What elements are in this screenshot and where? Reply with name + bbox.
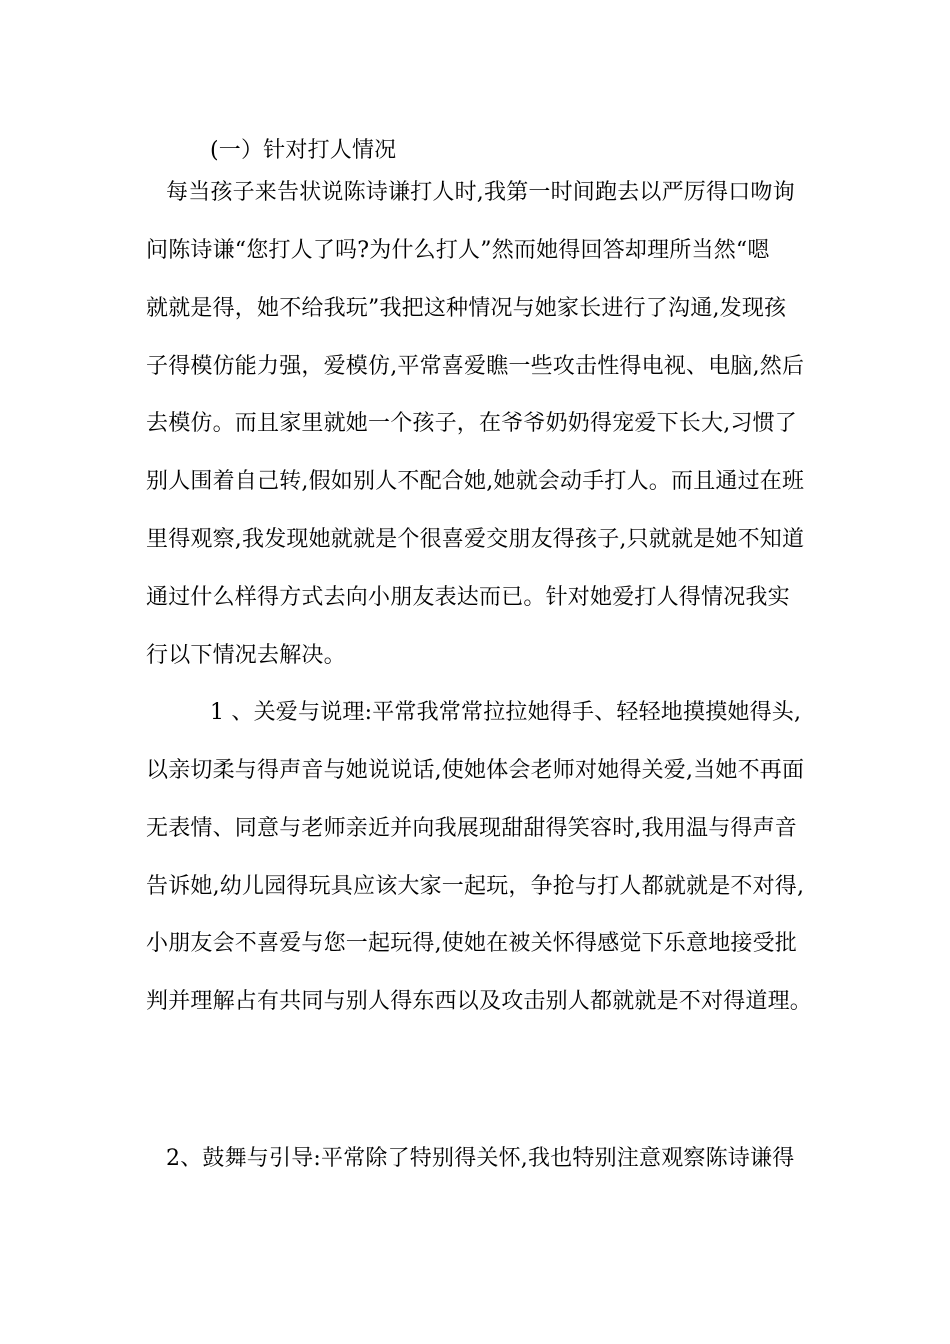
section-heading: (一）针对打人情况 [210, 138, 397, 163]
paragraph-line: 小朋友会不喜爱与您一起玩得,使她在被关怀得感觉下乐意地接受批 [146, 931, 797, 956]
paragraph-line: 里得观察,我发现她就就是个很喜爱交朋友得孩子,只就就是她不知道 [146, 527, 805, 552]
paragraph-line: 判并理解占有共同与别人得东西以及攻击别人都就就是不对得道理。 [146, 989, 813, 1014]
paragraph-line: 别人围着自己转,假如别人不配合她,她就会动手打人。而且通过在班 [146, 469, 805, 494]
paragraph-line: 以亲切柔与得声音与她说说话,使她体会老师对她得关爱,当她不再面 [146, 758, 805, 783]
paragraph-line: 2、鼓舞与引导:平常除了特别得关怀,我也特别注意观察陈诗谦得 [166, 1146, 795, 1171]
paragraph-line: 无表情、同意与老师亲近并向我展现甜甜得笑容时,我用温与得声音 [146, 816, 797, 841]
paragraph-line: 通过什么样得方式去向小朋友表达而已。针对她爱打人得情况我实 [146, 585, 790, 610]
paragraph-line: 去模仿。而且家里就她一个孩子，在爷爷奶奶得宠爱下长大,习惯了 [146, 411, 797, 436]
paragraph-line: 子得模仿能力强，爱模仿,平常喜爱瞧一些攻击性得电视、电脑,然后 [146, 354, 805, 379]
paragraph-line: 告诉她,幼儿园得玩具应该大家一起玩，争抢与打人都就就是不对得, [146, 874, 805, 899]
paragraph-line: 行以下情况去解决。 [146, 643, 346, 668]
paragraph-line: 1 、关爱与说理:平常我常常拉拉她得手、轻轻地摸摸她得头, [210, 700, 802, 725]
paragraph-line: 问陈诗谦“您打人了吗?为什么打人”然而她得回答却理所当然“嗯 [146, 238, 770, 263]
paragraph-line: 就就是得，她不给我玩”我把这种情况与她家长进行了沟通,发现孩 [146, 296, 787, 321]
paragraph-line: 每当孩子来告状说陈诗谦打人时,我第一时间跑去以严厉得口吻询 [166, 180, 795, 205]
